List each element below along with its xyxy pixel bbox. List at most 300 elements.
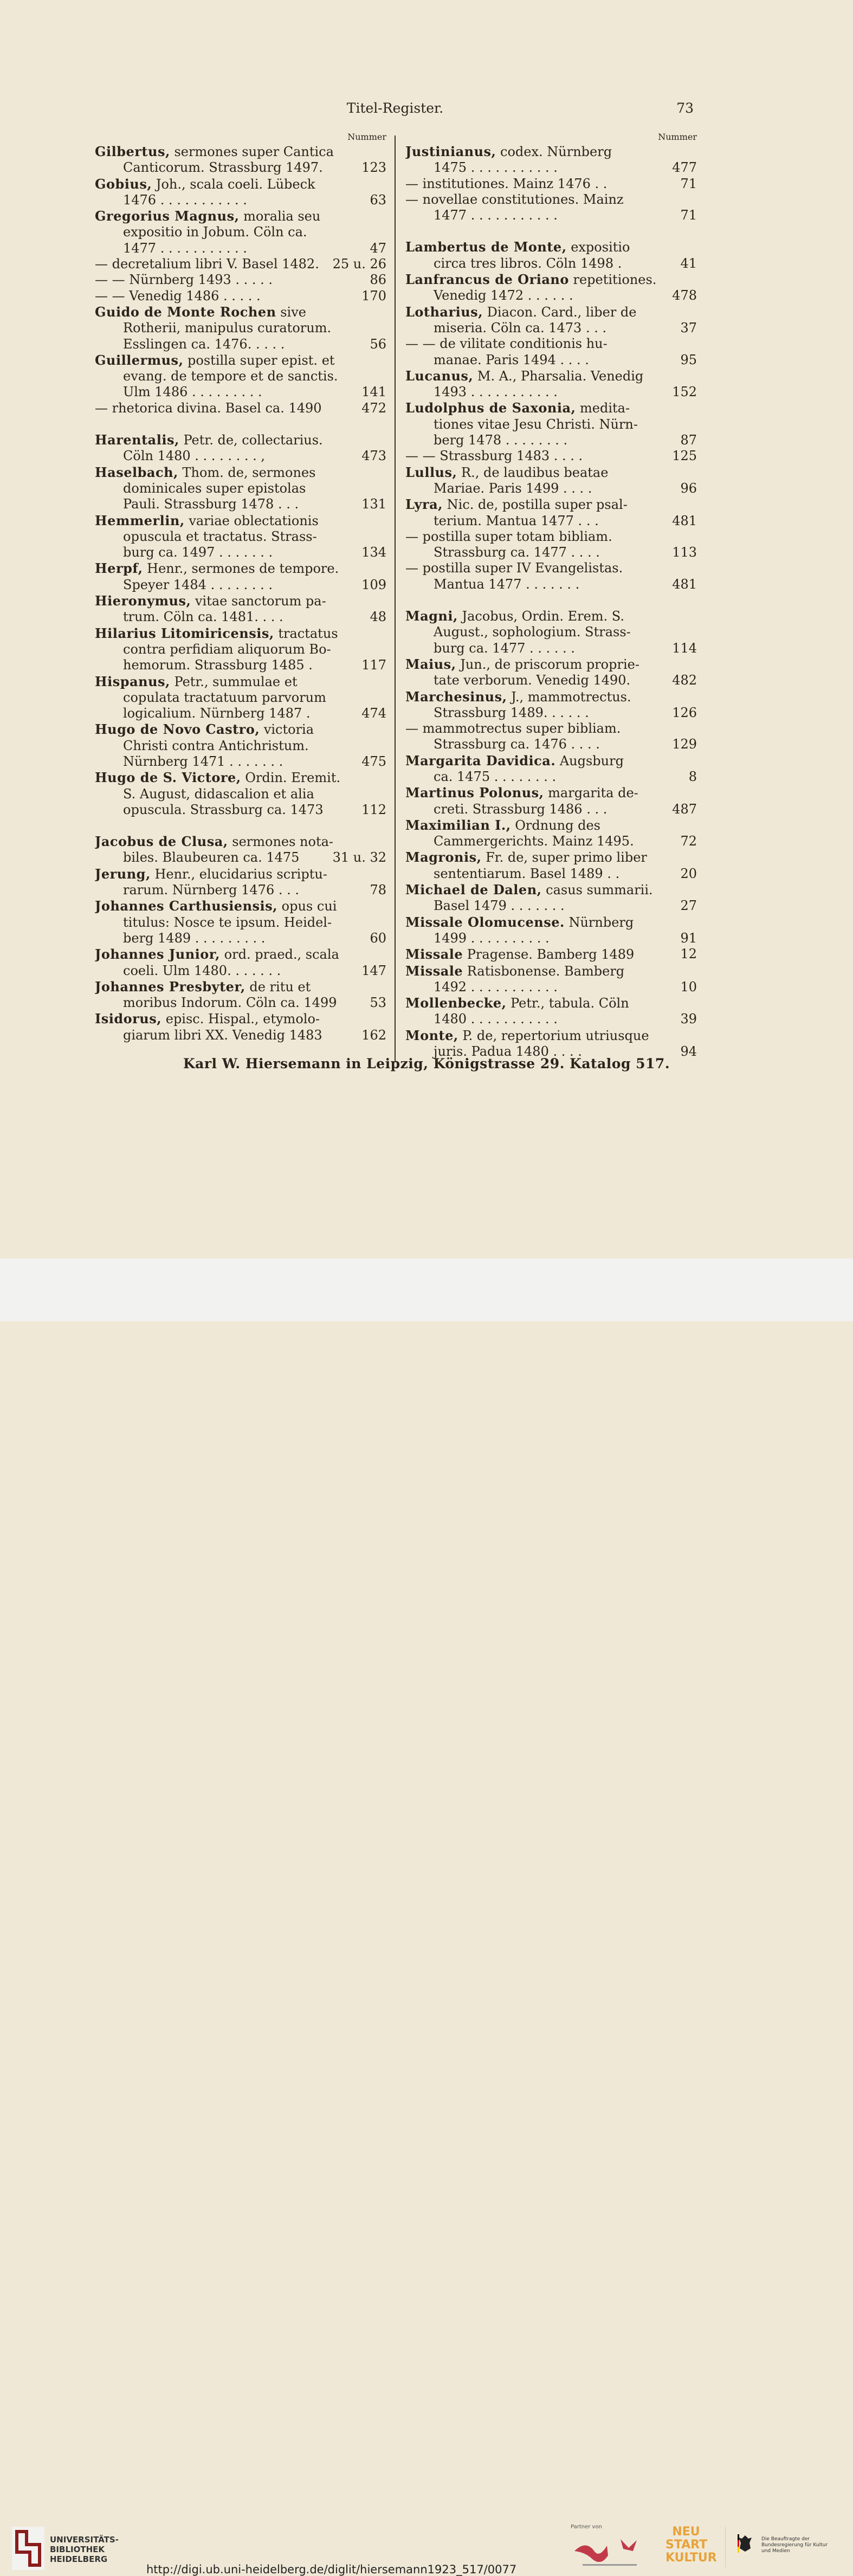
entry-line: [95, 224, 386, 240]
entry-text: ca. 1475 . . . . . . . .: [434, 769, 557, 784]
entry-line: [405, 608, 697, 624]
entry-number: 147: [358, 963, 386, 979]
entry-text: Basel 1479 . . . . . . .: [434, 898, 565, 914]
entry-text: hemorum. Strassburg 1485 .: [123, 657, 313, 673]
entry-text: Petr. de, collectarius.: [179, 432, 323, 448]
entry-text: Cöln 1480 . . . . . . . . ,: [123, 448, 265, 464]
entry-line: [405, 529, 697, 545]
entry-number: 474: [358, 706, 386, 721]
entry-headword: Herpf,: [95, 560, 143, 577]
page-number: 73: [676, 100, 694, 116]
entry-line: [95, 272, 386, 288]
entry-headword: Michael de Dalen,: [405, 882, 542, 898]
entry-text: Jun., de priscorum proprie-: [456, 656, 639, 672]
entry-text: — postilla super totam bibliam.: [405, 528, 612, 544]
entry-headword: Justinianus,: [405, 144, 496, 159]
entry-text: 1477 . . . . . . . . . . .: [434, 208, 558, 223]
entry-number: 95: [677, 352, 697, 368]
register-entry: [405, 721, 697, 753]
entry-headword: Hispanus,: [95, 673, 170, 689]
entry-text: — institutiones. Mainz 1476 . .: [405, 176, 608, 191]
entry-text: tractatus: [274, 625, 338, 641]
entry-number: 8: [686, 769, 697, 785]
entry-line: [405, 882, 697, 898]
entry-number: 12: [677, 946, 697, 962]
entry-headword: Hugo de S. Victore,: [95, 770, 241, 786]
entry-line: [405, 272, 697, 288]
entry-text: August., sophologium. Strass-: [434, 624, 631, 640]
entry-line: [95, 560, 386, 577]
entry-text: sententiarum. Basel 1489 . .: [434, 866, 620, 881]
entry-text: trum. Cöln ca. 1481. . . .: [123, 609, 283, 625]
register-entry: [95, 1011, 386, 1043]
entry-headword: Missale Olomucense.: [405, 914, 565, 930]
page-title: Titel-Register.: [346, 100, 444, 116]
register-entry: [405, 963, 697, 996]
entry-text: episc. Hispal., etymolo-: [161, 1011, 320, 1027]
section-gap: [95, 818, 386, 834]
entry-text: logicalium. Nürnberg 1487 .: [123, 706, 311, 721]
entry-text: coeli. Ulm 1480. . . . . . .: [123, 963, 281, 978]
entry-text: sive: [276, 304, 306, 320]
entry-line: [95, 593, 386, 609]
entry-text: casus summarii.: [541, 882, 653, 898]
entry-line: [95, 625, 386, 642]
entry-line: [405, 995, 697, 1011]
register-entry: [405, 914, 697, 947]
register-entry: [95, 288, 386, 304]
entry-text: Henr., sermones de tempore.: [143, 561, 339, 577]
entry-headword: Magni,: [405, 608, 458, 624]
entry-number: 477: [669, 160, 697, 176]
entry-headword: Martinus Polonus,: [405, 785, 544, 801]
entry-line: [95, 481, 386, 496]
entry-number: 94: [677, 1044, 697, 1060]
entry-line: [405, 834, 697, 849]
section-gap: [405, 592, 697, 608]
register-entry: [95, 721, 386, 770]
register-entry: [405, 176, 697, 192]
register-entry: [95, 272, 386, 288]
register-entry: [405, 995, 697, 1028]
entry-line: [95, 176, 386, 192]
register-entry: [95, 464, 386, 513]
entry-text: Fr. de, super primo liber: [481, 850, 647, 866]
entry-text: 1480 . . . . . . . . . . .: [434, 1011, 558, 1027]
entry-number: 141: [358, 384, 386, 400]
entry-number: 39: [677, 1011, 697, 1027]
federal-eagle-icon: [738, 2534, 753, 2553]
entry-text: Petr., tabula. Cöln: [506, 996, 629, 1011]
entry-line: [405, 417, 697, 432]
entry-headword: Johannes Carthusiensis,: [95, 898, 278, 914]
entry-number: 131: [358, 496, 386, 512]
entry-number: 71: [677, 176, 697, 192]
entry-line: [405, 432, 697, 448]
entry-number: 78: [366, 882, 386, 898]
permalink-url[interactable]: http://digi.ub.uni-heidelberg.de/diglit/hiersemann1923_517/0077: [146, 2563, 517, 2576]
entry-text: Thom. de, sermones: [178, 464, 316, 480]
entry-line: [95, 160, 386, 176]
entry-line: [405, 673, 697, 688]
entry-text: — postilla super IV Evangelistas.: [405, 560, 623, 576]
register-entry: [405, 656, 697, 689]
neustart-line: NEU: [672, 2525, 700, 2539]
entry-line: [95, 1028, 386, 1043]
entry-number: 37: [677, 320, 697, 336]
entry-line: [405, 577, 697, 592]
entry-line: [405, 641, 697, 656]
register-entry: [95, 304, 386, 352]
entry-text: margarita de-: [544, 785, 638, 801]
entry-text: evang. de tempore et de sanctis.: [123, 369, 338, 384]
entry-number: 472: [358, 401, 386, 416]
entry-line: [95, 337, 386, 352]
entry-text: Cammergerichts. Mainz 1495.: [434, 834, 634, 849]
entry-text: terium. Mantua 1477 . . .: [434, 513, 599, 528]
entry-text: creti. Strassburg 1486 . . .: [434, 801, 608, 817]
entry-number: 482: [669, 673, 697, 688]
entry-number: 152: [669, 384, 697, 400]
entry-line: [95, 304, 386, 320]
entry-headword: Gobius,: [95, 176, 152, 192]
entry-line: [95, 834, 386, 850]
entry-headword: Lyra,: [405, 496, 443, 513]
entry-line: [95, 192, 386, 208]
register-entry: [95, 256, 386, 272]
entry-text: dominicales super epistolas: [123, 480, 306, 496]
entry-line: [95, 144, 386, 160]
entry-number: 481: [669, 513, 697, 529]
entry-text: copulata tractatuum parvorum: [123, 689, 326, 705]
entry-line: [95, 770, 386, 786]
entry-line: [95, 401, 386, 416]
entry-number: 129: [669, 737, 697, 752]
entry-text: 1476 . . . . . . . . . . .: [123, 192, 247, 208]
entry-text: Joh., scala coeli. Lübeck: [152, 176, 315, 192]
register-entry: [95, 834, 386, 866]
entry-line: [95, 208, 386, 224]
entry-headword: Lullus,: [405, 464, 457, 480]
entry-text: vitae sanctorum pa-: [191, 593, 326, 609]
register-entry: [405, 560, 697, 592]
entry-line: [95, 995, 386, 1011]
entry-line: [405, 239, 697, 255]
entry-line: [405, 448, 697, 464]
entry-line: [95, 241, 386, 256]
register-entry: [95, 176, 386, 209]
entry-line: [95, 738, 386, 754]
entry-text: Augsburg: [555, 753, 624, 769]
entry-number: 487: [669, 802, 697, 817]
entry-number: 114: [669, 641, 697, 656]
entry-text: 1492 . . . . . . . . . . .: [434, 979, 558, 995]
entry-text: giarum libri XX. Venedig 1483: [123, 1027, 322, 1043]
entry-headword: Hemmerlin,: [95, 512, 185, 528]
register-entry: [95, 352, 386, 401]
entry-line: [405, 946, 697, 963]
entry-line: [405, 496, 697, 513]
entry-number: 117: [358, 657, 386, 673]
entry-headword: Lambertus de Monte,: [405, 239, 567, 255]
entry-line: [95, 690, 386, 706]
entry-text: Nürnberg: [564, 914, 634, 930]
register-entry: [405, 400, 697, 448]
register-entry: [405, 1028, 697, 1060]
entry-line: [405, 1028, 697, 1044]
entry-line: [95, 513, 386, 529]
entry-number: 112: [358, 802, 386, 818]
entry-text: Mariae. Paris 1499 . . . .: [434, 480, 592, 496]
entry-line: [405, 849, 697, 866]
register-entry: [95, 560, 386, 593]
entry-headword: Guido de Monte Rochen: [95, 304, 276, 320]
entry-text: 1493 . . . . . . . . . . .: [434, 384, 558, 400]
entry-text: miseria. Cöln ca. 1473 . . .: [434, 320, 607, 335]
entry-number: 86: [366, 272, 386, 288]
entry-line: [95, 609, 386, 625]
entry-text: biles. Blaubeuren ca. 1475: [123, 850, 300, 866]
entry-text: Strassburg ca. 1476 . . . .: [434, 737, 600, 752]
register-entry: [405, 304, 697, 337]
entry-text: M. A., Pharsalia. Venedig: [473, 368, 644, 384]
entry-text: codex. Nürnberg: [496, 144, 612, 159]
register-entry: [95, 432, 386, 464]
entry-headword: Jacobus de Clusa,: [95, 834, 228, 850]
entry-line: [95, 288, 386, 304]
entry-number: 87: [677, 432, 697, 448]
federal-government-logo: [725, 2527, 845, 2568]
entry-line: [405, 931, 697, 946]
entry-line: [405, 288, 697, 304]
entry-line: [405, 785, 697, 801]
register-entry: [95, 401, 386, 416]
entry-line: [95, 496, 386, 512]
register-entry: [405, 239, 697, 272]
entry-line: [95, 946, 386, 963]
register-entry: [405, 753, 697, 785]
entry-text: juris. Padua 1480 . . . .: [434, 1044, 582, 1060]
entry-line: [95, 898, 386, 914]
entry-line: [95, 1011, 386, 1027]
section-gap: [95, 416, 386, 432]
register-entry: [95, 979, 386, 1011]
entry-headword: Maximilian I.,: [405, 817, 511, 833]
entry-text: Nürnberg 1471 . . . . . . .: [123, 753, 283, 769]
entry-number: 41: [677, 256, 697, 272]
register-entry: [405, 785, 697, 817]
entry-number: 125: [669, 448, 697, 464]
entry-line: [95, 754, 386, 770]
entry-number: 72: [677, 834, 697, 849]
entry-text: ord. praed., scala: [220, 947, 339, 963]
entry-text: medita-: [576, 401, 630, 416]
entry-number: 56: [366, 337, 386, 352]
entry-line: [405, 144, 697, 160]
entry-line: [405, 817, 697, 834]
entry-line: [405, 320, 697, 336]
entry-number: 162: [358, 1028, 386, 1043]
entry-line: [95, 256, 386, 272]
register-entry: [95, 144, 386, 176]
entry-text: victoria: [260, 722, 314, 738]
entry-headword: Hugo de Novo Castro,: [95, 721, 260, 738]
register-entry: [95, 946, 386, 979]
entry-number: 96: [677, 481, 697, 496]
entry-number: 126: [669, 705, 697, 721]
entry-text: — novellae constitutiones. Mainz: [405, 191, 624, 207]
entry-text: Mantua 1477 . . . . . . .: [434, 576, 580, 592]
entry-headword: Missale: [405, 946, 463, 963]
entry-text: Jacobus, Ordin. Erem. S.: [457, 609, 624, 624]
entry-text: — — Venedig 1486 . . . . .: [95, 288, 261, 304]
register-entry: [95, 770, 386, 818]
entry-text: — — Strassburg 1483 . . . .: [405, 448, 583, 464]
partner-label: Partner von: [571, 2524, 602, 2530]
entry-text: opuscula. Strassburg ca. 1473: [123, 802, 324, 817]
entry-line: [95, 721, 386, 738]
entry-line: [405, 384, 697, 400]
entry-line: [405, 656, 697, 673]
entry-line: [405, 336, 697, 352]
register-entry: [95, 866, 386, 899]
entry-line: [405, 769, 697, 785]
entry-line: [95, 320, 386, 336]
column-label: Nummer: [658, 132, 697, 142]
register-entry: [405, 144, 697, 176]
entry-line: [95, 384, 386, 400]
entry-line: [95, 802, 386, 818]
entry-text: Ordin. Eremit.: [241, 770, 341, 786]
library-name: [50, 2535, 119, 2564]
entry-line: [405, 866, 697, 882]
entry-headword: Missale: [405, 963, 463, 979]
entry-text: Diacon. Card., liber de: [483, 304, 637, 320]
entry-text: burg ca. 1497 . . . . . . .: [123, 545, 273, 560]
library-name-line: BIBLIOTHEK: [50, 2545, 105, 2554]
entry-text: Henr., elucidarius scriptu-: [150, 866, 327, 882]
entry-text: — — Nürnberg 1493 . . . . .: [95, 272, 273, 288]
university-library-logo-icon: [12, 2527, 44, 2570]
register-entry: [405, 946, 697, 963]
entry-text: sermones super Cantica: [170, 144, 334, 159]
entry-text: Ratisbonense. Bamberg: [463, 963, 625, 979]
entry-number: 71: [677, 208, 697, 223]
right-column: [405, 132, 697, 1060]
entry-headword: Mollenbecke,: [405, 995, 507, 1011]
entry-text: tiones vitae Jesu Christi. Nürn-: [434, 416, 638, 432]
entry-number: 475: [358, 754, 386, 770]
entry-text: Petr., summulae et: [170, 674, 298, 689]
register-entry: [405, 272, 697, 304]
entry-line: [95, 577, 386, 593]
entry-line: [95, 464, 386, 481]
entry-line: [95, 642, 386, 657]
register-entry: [405, 448, 697, 464]
entry-number: 63: [366, 192, 386, 208]
entry-text: Venedig 1472 . . . . . .: [434, 288, 573, 304]
register-entry: [95, 625, 386, 674]
entry-text: P. de, repertorium utriusque: [458, 1028, 649, 1043]
entry-text: manae. Paris 1494 . . . .: [434, 352, 589, 367]
register-entry: [95, 593, 386, 625]
entry-number: 170: [358, 288, 386, 304]
entry-headword: Hilarius Litomiricensis,: [95, 625, 274, 641]
entry-text: — mammotrectus super bibliam.: [405, 721, 621, 737]
entry-number: 481: [669, 577, 697, 592]
entry-line: [95, 915, 386, 931]
entry-text: burg ca. 1477 . . . . . .: [434, 640, 575, 656]
entry-headword: Lanfrancus de Oriano: [405, 272, 569, 288]
entry-headword: Isidorus,: [95, 1011, 162, 1027]
entry-headword: Maius,: [405, 656, 456, 672]
entry-line: [405, 721, 697, 737]
entry-line: [95, 674, 386, 690]
column-divider: [395, 135, 396, 1062]
entry-text: S. August, didascalion et alia: [123, 786, 314, 802]
entry-number: 53: [366, 995, 386, 1011]
entry-headword: Gregorius Magnus,: [95, 208, 240, 224]
entry-number: 20: [677, 866, 697, 882]
entry-headword: Margarita Davidica.: [405, 752, 556, 769]
entry-text: de ritu et: [245, 979, 311, 995]
entry-text: opus cui: [277, 899, 337, 914]
register-entry: [405, 608, 697, 656]
entry-number: 25 u. 26: [329, 256, 386, 272]
entry-line: [405, 624, 697, 640]
entry-text: 1499 . . . . . . . . . .: [434, 930, 550, 946]
entry-headword: Jerung,: [95, 866, 151, 882]
entry-number: 473: [358, 448, 386, 464]
entry-text: postilla super epist. et: [183, 352, 335, 368]
register-entry: [405, 336, 697, 368]
entry-text: repetitiones.: [568, 272, 657, 288]
entry-text: expositio in Jobum. Cöln ca.: [123, 224, 307, 240]
register-entry: [405, 496, 697, 529]
entry-text: — rhetorica divina. Basel ca. 1490: [95, 400, 322, 416]
entry-text: berg 1478 . . . . . . . .: [434, 432, 568, 448]
entry-number: 113: [669, 545, 697, 560]
entry-text: rarum. Nürnberg 1476 . . .: [123, 882, 299, 898]
entry-number: 31 u. 32: [329, 850, 386, 866]
entry-line: [405, 160, 697, 176]
neustart-kultur-logo: [665, 2525, 717, 2570]
entry-text: — decretalium libri V. Basel 1482.: [95, 256, 319, 272]
entry-text: berg 1489 . . . . . . . . .: [123, 930, 266, 946]
entry-line: [405, 898, 697, 914]
ddb-logo-icon: [569, 2529, 656, 2573]
entry-line: [95, 529, 386, 545]
entry-number: 27: [677, 898, 697, 914]
entry-text: contra perfidiam aliquorum Bo-: [123, 641, 331, 657]
register-entry: [95, 898, 386, 946]
entry-line: [405, 400, 697, 416]
entry-text: 1475 . . . . . . . . . . .: [434, 160, 558, 176]
entry-line: [95, 931, 386, 946]
entry-text: expositio: [566, 240, 630, 255]
entry-number: 47: [366, 241, 386, 256]
entry-line: [405, 368, 697, 384]
entry-number: 478: [669, 288, 697, 304]
neustart-line: KULTUR: [665, 2551, 717, 2565]
entry-text: titulus: Nosce te ipsum. Heidel-: [123, 914, 332, 930]
entry-headword: Johannes Presbyter,: [95, 978, 245, 995]
entry-text: Esslingen ca. 1476. . . . .: [123, 336, 285, 352]
entry-line: [95, 432, 386, 448]
entry-text: tate verborum. Venedig 1490.: [434, 673, 631, 688]
entry-line: [405, 304, 697, 320]
entry-text: Strassburg 1489. . . . . .: [434, 705, 589, 720]
